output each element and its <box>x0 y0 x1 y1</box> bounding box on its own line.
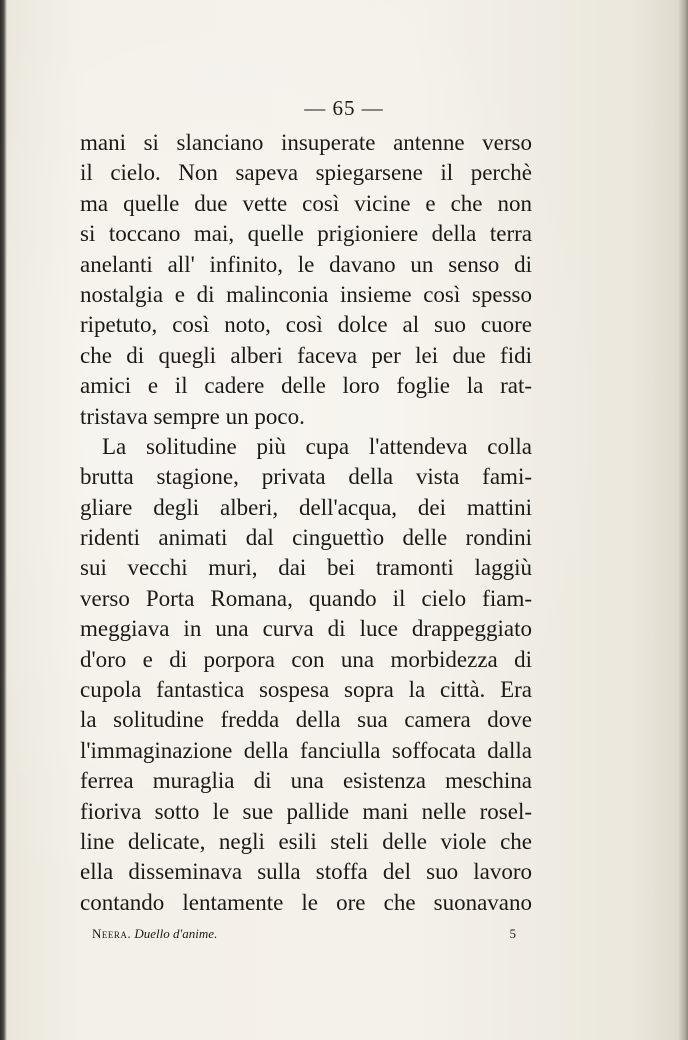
page-number: — 65 — <box>304 96 384 120</box>
body-text <box>80 128 532 918</box>
text-line: contando lentamente le ore che suonavano <box>80 889 532 915</box>
text-line: ferrea muraglia di una esistenza meschina <box>80 768 532 794</box>
text-line: si toccano mai, quelle prigioniere della terra <box>80 221 532 247</box>
text-line: la solitudine fredda della sua camera dove <box>80 707 532 733</box>
text-line: gliare degli alberi, dell'acqua, dei mattini <box>80 494 532 520</box>
text-line: cupola fantastica sospesa sopra la città. Era <box>80 677 532 703</box>
text-line: meggiava in una curva di luce drappeggiato <box>80 616 532 642</box>
text-line: ella disseminava sulla stoffa del suo lavoro <box>80 859 532 885</box>
text-line: l'immaginazione della fanciulla soffocata dalla <box>80 737 532 763</box>
footer-author: Neera. <box>92 926 132 941</box>
text-line: ripetuto, così noto, così dolce al suo cuore <box>80 312 532 338</box>
text-line: amici e il cadere delle loro foglie la rat- <box>80 373 532 399</box>
text-line: sui vecchi muri, dai bei tramonti laggiù <box>80 555 532 581</box>
text-line: fioriva sotto le sue pallide mani nelle rosel- <box>80 798 532 824</box>
text-line: line delicate, negli esili steli delle viole che <box>80 828 532 854</box>
text-line: verso Porta Romana, quando il cielo fiam- <box>80 585 532 611</box>
text-line: d'oro e di porpora con una morbidezza di <box>80 646 532 672</box>
paragraph-end-line: tristava sempre un poco. <box>80 403 305 429</box>
page-right-shadow <box>678 0 688 1040</box>
footer-title: Duello d'anime. <box>134 926 218 941</box>
text-line: mani si slanciano insuperate antenne verso <box>80 130 532 155</box>
text-line: anelanti all' infinito, le davano un senso di <box>80 251 532 277</box>
text-line: brutta stagione, privata della vista fami- <box>80 464 532 490</box>
text-line: nostalgia e di malinconia insieme così spesso <box>80 281 532 307</box>
paragraph-start-line: La solitudine più cupa l'attendeva colla <box>102 433 532 459</box>
text-line: ridenti animati dal cinguettìo delle rondini <box>80 525 532 551</box>
text-line: ma quelle due vette così vicine e che non <box>80 190 532 216</box>
page-footer <box>92 926 516 942</box>
page-left-shadow <box>0 0 7 1040</box>
text-line: il cielo. Non sapeva spiegarsene il perchè <box>80 160 532 186</box>
footer-citation <box>92 926 217 942</box>
signature-mark: 5 <box>509 926 516 941</box>
text-line: che di quegli alberi faceva per lei due fidi <box>80 342 532 368</box>
